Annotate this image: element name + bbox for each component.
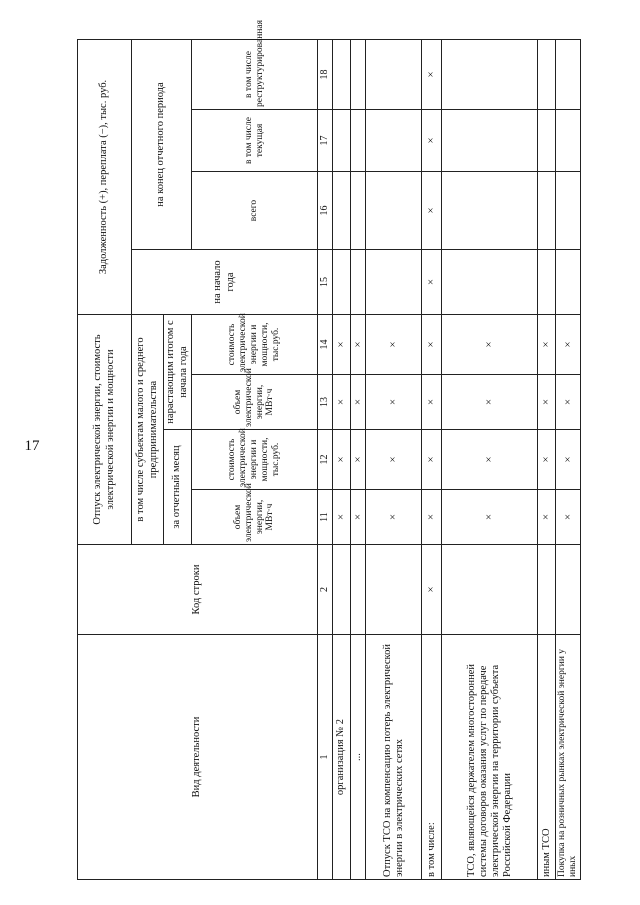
cell-total	[332, 172, 350, 250]
column-number: 12	[318, 430, 333, 490]
row-code: ×	[422, 545, 442, 635]
header-supply-group: Отпуск электрической энергии, стоимость электрической энергии и мощности	[78, 315, 132, 545]
cell-year-start	[366, 250, 422, 315]
header-sme-group: в том числе субъектам малого и среднего предпринимательства	[132, 315, 164, 545]
cell-restructured	[442, 39, 538, 109]
cell-year-start	[538, 250, 556, 315]
cell-volume-month: ×	[556, 490, 581, 545]
cell-current: ×	[422, 110, 442, 172]
cell-year-start	[442, 250, 538, 315]
cell-volume-month: ×	[538, 490, 556, 545]
row-activity: Отпуск ТСО на компенсацию потерь электрической энергии в электрических сетях	[366, 635, 422, 880]
cell-total	[538, 172, 556, 250]
cell-year-start: ×	[422, 250, 442, 315]
cell-total: ×	[422, 172, 442, 250]
header-period-end: на конец отчетного периода	[132, 39, 192, 249]
page-number: 17	[24, 438, 40, 454]
cell-volume-ytd: ×	[422, 375, 442, 430]
cell-volume-ytd: ×	[332, 375, 350, 430]
column-number: 15	[318, 250, 333, 315]
cell-year-start	[350, 250, 366, 315]
header-total: всего	[192, 172, 318, 250]
row-activity: иным ТСО	[538, 635, 556, 880]
header-volume-month: объем электрической энергии, МВт·ч	[192, 490, 318, 545]
header-cost-ytd: стоимость электрической энергии и мощности, тыс.руб.	[192, 315, 318, 375]
row-activity: в том числе:	[422, 635, 442, 880]
row-activity: ТСО, являющейся держателем многосторонней системы договоров оказания услуг по передаче электрической энергии на территории субъекта Российской Федерации	[442, 635, 538, 880]
column-number: 11	[318, 490, 333, 545]
column-number: 2	[318, 545, 333, 635]
cell-total	[556, 172, 581, 250]
header-month: за отчетный месяц	[164, 430, 192, 545]
cell-current	[538, 110, 556, 172]
cell-volume-ytd: ×	[556, 375, 581, 430]
cell-volume-month: ×	[366, 490, 422, 545]
cell-cost-month: ×	[422, 430, 442, 490]
row-code	[350, 545, 366, 635]
header-volume-ytd: объем электрической энергии, МВт·ч	[192, 375, 318, 430]
cell-volume-ytd: ×	[538, 375, 556, 430]
cell-cost-month: ×	[366, 430, 422, 490]
cell-volume-ytd: ×	[366, 375, 422, 430]
header-restructured: в том числе реструктурированная	[192, 39, 318, 109]
cell-cost-ytd: ×	[442, 315, 538, 375]
cell-cost-ytd: ×	[366, 315, 422, 375]
header-row-code: Код строки	[78, 545, 318, 635]
header-activity: Вид деятельности	[78, 635, 318, 880]
cell-cost-ytd: ×	[422, 315, 442, 375]
cell-total	[366, 172, 422, 250]
cell-cost-month: ×	[442, 430, 538, 490]
cell-cost-month: ×	[332, 430, 350, 490]
cell-current	[556, 110, 581, 172]
row-code	[332, 545, 350, 635]
cell-restructured	[538, 39, 556, 109]
cell-restructured	[332, 39, 350, 109]
row-code	[442, 545, 538, 635]
header-debt-group: Задолженность (+), переплата (−), тыс. руб.	[78, 39, 132, 314]
column-number: 16	[318, 172, 333, 250]
row-code	[556, 545, 581, 635]
report-table-sheet	[77, 20, 579, 880]
cell-total	[442, 172, 538, 250]
cell-total	[350, 172, 366, 250]
column-number: 14	[318, 315, 333, 375]
column-number: 1	[318, 635, 333, 880]
cell-current	[366, 110, 422, 172]
row-code	[538, 545, 556, 635]
row-activity: Покупка на розничных рынках электрической энергии у иных	[556, 635, 581, 880]
report-table	[77, 20, 581, 880]
cell-restructured: ×	[422, 39, 442, 109]
cell-volume-month: ×	[332, 490, 350, 545]
cell-volume-month: ×	[422, 490, 442, 545]
cell-cost-ytd: ×	[332, 315, 350, 375]
header-cost-month: стоимость электрической энергии и мощности, тыс.руб.	[192, 430, 318, 490]
column-number: 17	[318, 110, 333, 172]
cell-current	[332, 110, 350, 172]
cell-current	[442, 110, 538, 172]
row-activity: организация № 2	[332, 635, 350, 880]
cell-volume-month: ×	[350, 490, 366, 545]
row-activity: ...	[350, 635, 366, 880]
cell-volume-ytd: ×	[442, 375, 538, 430]
cell-cost-ytd: ×	[556, 315, 581, 375]
cell-cost-month: ×	[350, 430, 366, 490]
cell-restructured	[556, 39, 581, 109]
cell-volume-month: ×	[442, 490, 538, 545]
cell-restructured	[366, 39, 422, 109]
header-year-start: на начало года	[132, 250, 318, 315]
cell-year-start	[556, 250, 581, 315]
cell-restructured	[350, 39, 366, 109]
header-current: в том числе текущая	[192, 110, 318, 172]
column-number: 13	[318, 375, 333, 430]
cell-volume-ytd: ×	[350, 375, 366, 430]
cell-cost-ytd: ×	[350, 315, 366, 375]
cell-current	[350, 110, 366, 172]
cell-cost-month: ×	[538, 430, 556, 490]
row-code	[366, 545, 422, 635]
column-number: 18	[318, 39, 333, 109]
cell-cost-month: ×	[556, 430, 581, 490]
header-ytd: нарастающим итогом с начала года	[164, 315, 192, 430]
cell-year-start	[332, 250, 350, 315]
cell-cost-ytd: ×	[538, 315, 556, 375]
